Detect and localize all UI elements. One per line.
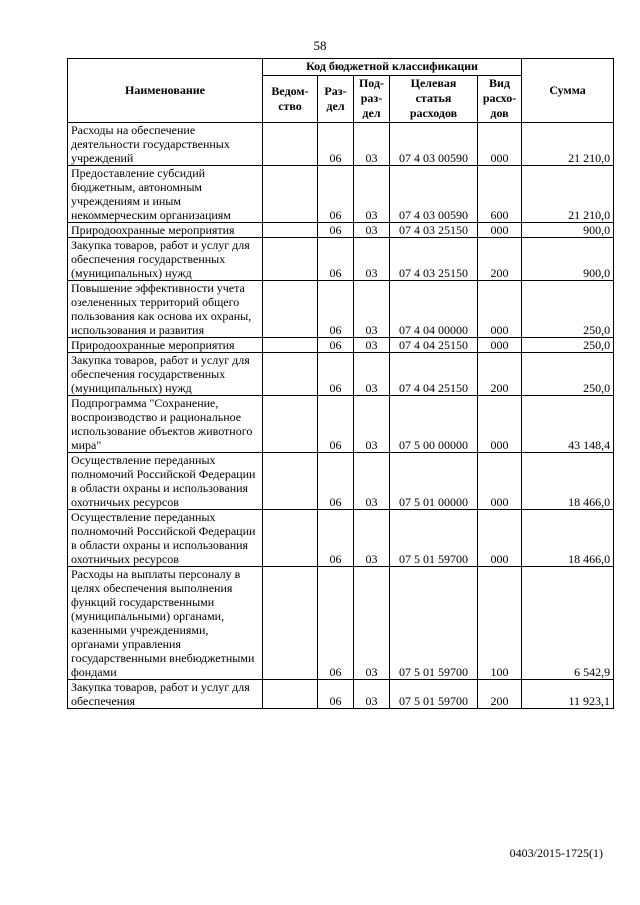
- row-expense-type: 000: [478, 453, 522, 510]
- row-subsection: 03: [354, 510, 390, 567]
- row-subsection: 03: [354, 281, 390, 338]
- row-target: 07 5 01 59700: [390, 510, 478, 567]
- row-expense-type: 200: [478, 238, 522, 281]
- table-row: [68, 223, 614, 238]
- row-subsection: 03: [354, 223, 390, 238]
- row-subsection: 03: [354, 123, 390, 166]
- row-dept: [263, 281, 318, 338]
- row-dept: [263, 453, 318, 510]
- row-expense-type: 100: [478, 567, 522, 680]
- row-expense-type: 000: [478, 223, 522, 238]
- row-name: Природоохранные мероприятия: [68, 338, 263, 353]
- table-row: [68, 680, 614, 709]
- row-section: 06: [318, 338, 354, 353]
- row-amount: 18 466,0: [522, 510, 614, 567]
- budget-table: [67, 58, 614, 709]
- table-row: [68, 338, 614, 353]
- row-subsection: 03: [354, 453, 390, 510]
- header-subsection: Под-раз-дел: [354, 75, 390, 122]
- table-row: [68, 453, 614, 510]
- table-row: [68, 123, 614, 166]
- row-dept: [263, 510, 318, 567]
- row-section: 06: [318, 238, 354, 281]
- header-dept: Ведом-ство: [263, 75, 318, 122]
- row-section: 06: [318, 510, 354, 567]
- row-target: 07 4 03 00590: [390, 123, 478, 166]
- row-subsection: 03: [354, 567, 390, 680]
- row-target: 07 5 00 00000: [390, 396, 478, 453]
- row-target: 07 4 03 00590: [390, 166, 478, 223]
- row-target: 07 4 03 25150: [390, 223, 478, 238]
- row-amount: 900,0: [522, 238, 614, 281]
- row-subsection: 03: [354, 238, 390, 281]
- row-section: 06: [318, 166, 354, 223]
- row-expense-type: 000: [478, 338, 522, 353]
- row-section: 06: [318, 396, 354, 453]
- table-row: [68, 510, 614, 567]
- row-expense-type: 000: [478, 396, 522, 453]
- row-name: Осуществление переданных полномочий Российской Федерации в области охраны и использования охотничьих ресурсов: [68, 510, 263, 567]
- row-dept: [263, 223, 318, 238]
- row-dept: [263, 567, 318, 680]
- row-amount: 21 210,0: [522, 123, 614, 166]
- row-subsection: 03: [354, 353, 390, 396]
- row-section: 06: [318, 123, 354, 166]
- header-code-group: Код бюджетной классификации: [263, 59, 522, 76]
- row-expense-type: 000: [478, 510, 522, 567]
- row-expense-type: 000: [478, 123, 522, 166]
- row-section: 06: [318, 453, 354, 510]
- row-section: 06: [318, 567, 354, 680]
- row-name: Закупка товаров, работ и услуг для обеспечения государственных (муниципальных) нужд: [68, 238, 263, 281]
- row-expense-type: 600: [478, 166, 522, 223]
- row-dept: [263, 238, 318, 281]
- row-name: Закупка товаров, работ и услуг для обеспечения государственных (муниципальных) нужд: [68, 353, 263, 396]
- row-amount: 43 148,4: [522, 396, 614, 453]
- row-amount: 21 210,0: [522, 166, 614, 223]
- header-expense-type: Вид расхо-дов: [478, 75, 522, 122]
- row-expense-type: 200: [478, 680, 522, 709]
- row-dept: [263, 338, 318, 353]
- row-subsection: 03: [354, 338, 390, 353]
- row-target: 07 5 01 59700: [390, 567, 478, 680]
- row-subsection: 03: [354, 166, 390, 223]
- row-section: 06: [318, 353, 354, 396]
- row-amount: 900,0: [522, 223, 614, 238]
- table-row: [68, 166, 614, 223]
- row-target: 07 4 04 00000: [390, 281, 478, 338]
- row-dept: [263, 396, 318, 453]
- header-amount: Сумма: [522, 59, 614, 123]
- row-amount: 18 466,0: [522, 453, 614, 510]
- row-name: Закупка товаров, работ и услуг для обеспечения: [68, 680, 263, 709]
- table-row: [68, 396, 614, 453]
- table-body: [68, 123, 614, 709]
- row-name: Предоставление субсидий бюджетным, автономным учреждениям и иным некоммерческим организациям: [68, 166, 263, 223]
- header-section: Раз-дел: [318, 75, 354, 122]
- row-target: 07 5 01 00000: [390, 453, 478, 510]
- header-target: Целевая статья расходов: [390, 75, 478, 122]
- row-amount: 6 542,9: [522, 567, 614, 680]
- row-amount: 250,0: [522, 338, 614, 353]
- row-name: Расходы на обеспечение деятельности государственных учреждений: [68, 123, 263, 166]
- row-dept: [263, 353, 318, 396]
- row-section: 06: [318, 281, 354, 338]
- row-name: Повышение эффективности учета озелененных территорий общего пользования как основа их охраны, использования и развития: [68, 281, 263, 338]
- document-code: 0403/2015-1725(1): [509, 846, 603, 860]
- row-amount: 250,0: [522, 281, 614, 338]
- row-section: 06: [318, 680, 354, 709]
- row-dept: [263, 680, 318, 709]
- row-target: 07 4 04 25150: [390, 353, 478, 396]
- table-row: [68, 281, 614, 338]
- row-section: 06: [318, 223, 354, 238]
- row-expense-type: 200: [478, 353, 522, 396]
- row-target: 07 4 03 25150: [390, 238, 478, 281]
- row-name: Подпрограмма "Сохранение, воспроизводство и рациональное использование объектов животного мира": [68, 396, 263, 453]
- row-name: Осуществление переданных полномочий Российской Федерации в области охраны и использования охотничьих ресурсов: [68, 453, 263, 510]
- page-number: 58: [313, 38, 327, 53]
- row-dept: [263, 166, 318, 223]
- row-amount: 250,0: [522, 353, 614, 396]
- row-target: 07 4 04 25150: [390, 338, 478, 353]
- row-name: Природоохранные мероприятия: [68, 223, 263, 238]
- row-dept: [263, 123, 318, 166]
- row-name: Расходы на выплаты персоналу в целях обеспечения выполнения функций государственными (муниципальными) органами, казенными учреждениями, органами управления государственными внебюджетными фондами: [68, 567, 263, 680]
- table-row: [68, 238, 614, 281]
- row-amount: 11 923,1: [522, 680, 614, 709]
- row-subsection: 03: [354, 680, 390, 709]
- row-target: 07 5 01 59700: [390, 680, 478, 709]
- row-subsection: 03: [354, 396, 390, 453]
- table-row: [68, 567, 614, 680]
- row-expense-type: 000: [478, 281, 522, 338]
- header-name: Наименование: [68, 59, 263, 123]
- table-row: [68, 353, 614, 396]
